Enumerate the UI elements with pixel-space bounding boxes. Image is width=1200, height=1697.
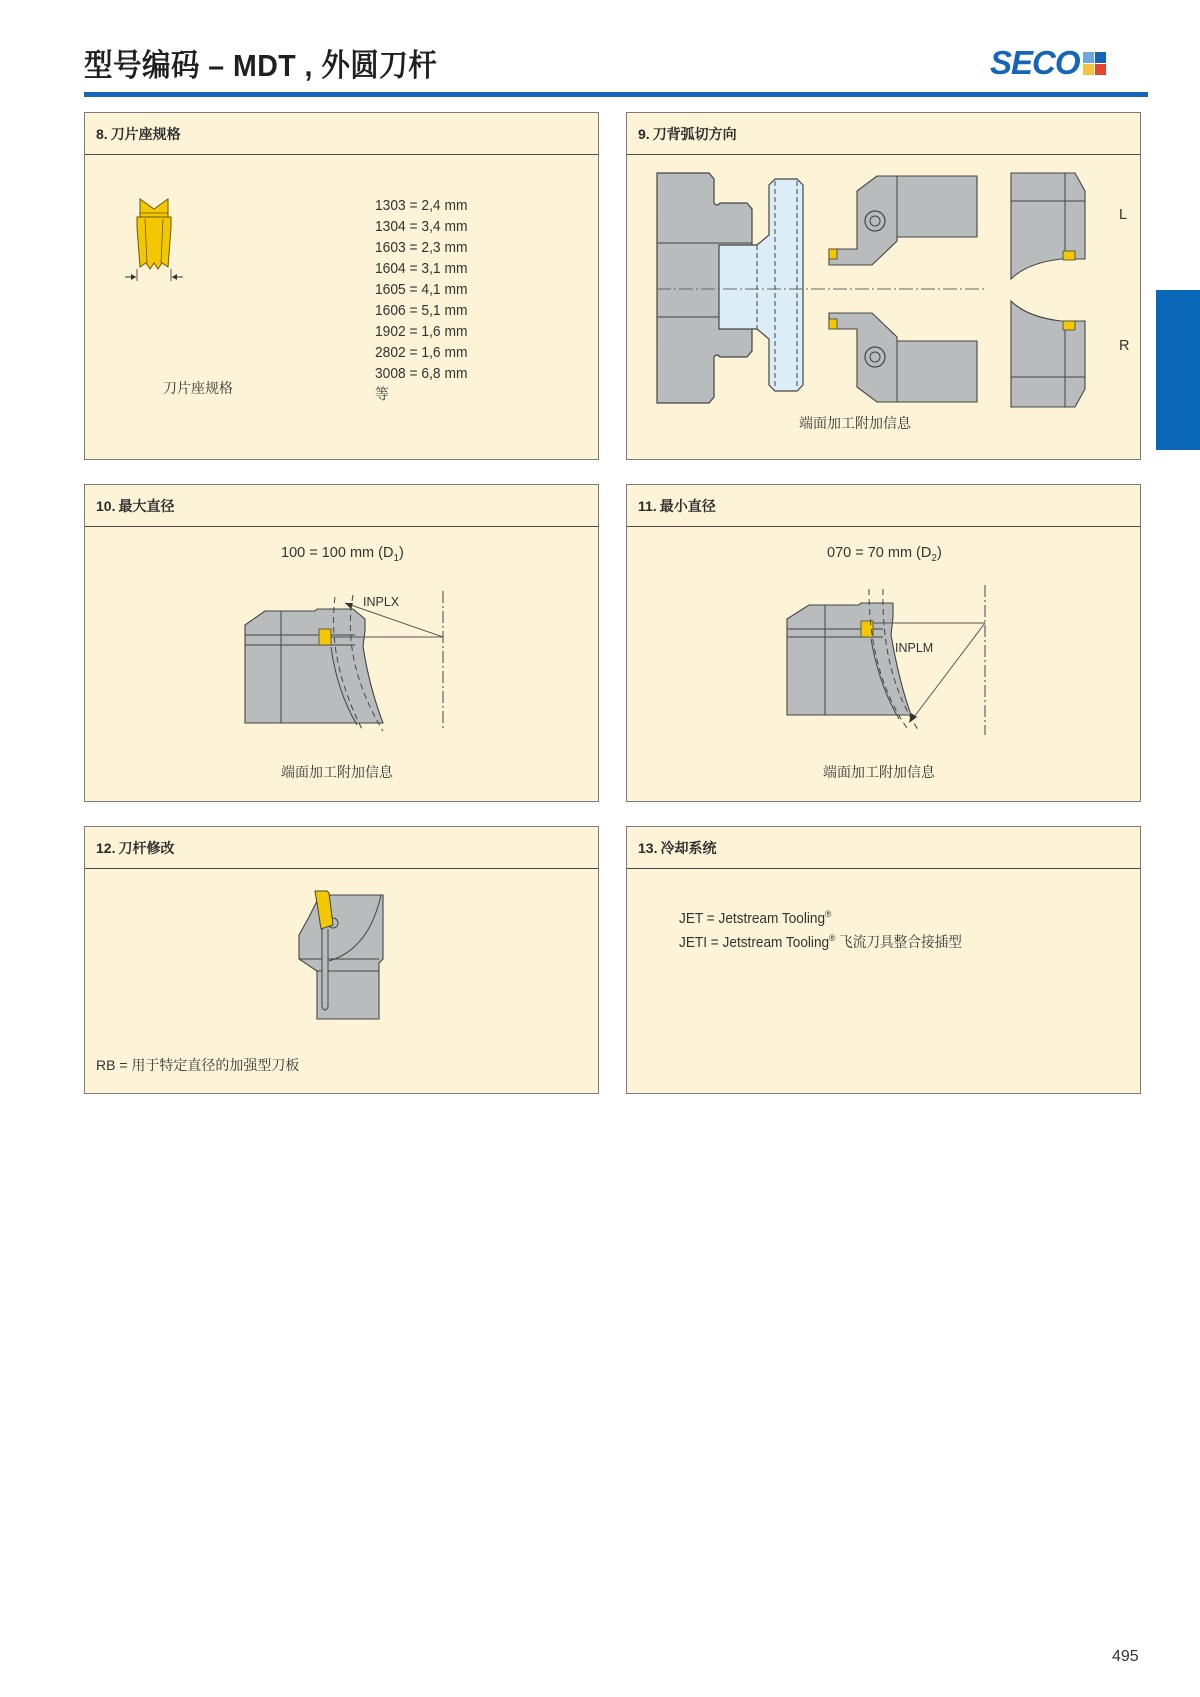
size-item: 3008 = 6,8 mm	[375, 365, 468, 382]
face-grooving-diagram	[657, 171, 1130, 411]
panel-arc-direction	[626, 112, 1141, 460]
panel-header	[627, 113, 1140, 155]
page-title: 型号编码 – MDT , 外圆刀杆	[84, 48, 438, 83]
panel-max-diameter	[84, 484, 599, 802]
max-diameter-diagram	[245, 591, 445, 731]
min-diameter-diagram	[787, 595, 987, 735]
size-item: 1604 = 3,1 mm	[375, 260, 468, 277]
panel-number: 8.	[96, 125, 108, 142]
panel-header	[627, 485, 1140, 527]
label-left-hand: L	[1119, 207, 1128, 223]
page-number: 495	[1112, 1648, 1139, 1665]
size-item: 1606 = 5,1 mm	[375, 302, 468, 319]
size-item: 1902 = 1,6 mm	[375, 323, 468, 340]
label-right-hand: R	[1119, 338, 1130, 354]
face-machining-caption: 端面加工附加信息	[799, 415, 911, 431]
size-item: 2802 = 1,6 mm	[375, 344, 468, 361]
logo-text: SECO	[990, 44, 1080, 81]
min-diameter-value: 070 = 70 mm $(D_2)$	[827, 545, 942, 564]
size-item: 1304 = 3,4 mm	[375, 218, 468, 235]
insert-seat-size-list	[375, 195, 467, 405]
panel-number: 12.	[96, 839, 116, 856]
panel-insert-seat-size	[84, 112, 599, 460]
insert-seat-caption: 刀片座规格	[163, 380, 233, 396]
panel-number: 10.	[96, 497, 116, 514]
size-item: 1605 = 4,1 mm	[375, 281, 468, 298]
panel-header	[85, 827, 598, 869]
panel-min-diameter	[626, 484, 1141, 802]
panel-title: 冷却系统	[660, 839, 717, 856]
face-machining-caption: 端面加工附加信息	[281, 764, 393, 780]
size-item: 等	[375, 386, 389, 403]
inplx-label: INPLX	[363, 595, 400, 609]
max-diameter-value: 100 = 100 mm $(D_1)$	[281, 545, 404, 564]
inplm-label: INPLM	[895, 641, 934, 655]
seco-logo	[990, 44, 1106, 82]
panel-coolant-system	[626, 826, 1141, 1094]
face-machining-caption: 端面加工附加信息	[823, 764, 935, 780]
panel-header	[85, 113, 598, 155]
panel-title: 刀背弧切方向	[652, 125, 737, 142]
coolant-line-jet: JET = Jetstream Tooling®	[679, 909, 832, 927]
logo-mark-icon	[1083, 52, 1106, 75]
rb-note: RB = 用于特定直径的加强型刀板	[96, 1057, 300, 1073]
panel-header	[627, 827, 1140, 869]
section-side-tab	[1156, 290, 1200, 450]
insert-seat-icon	[125, 197, 205, 307]
title-rule	[84, 92, 1148, 97]
size-item: 1303 = 2,4 mm	[375, 197, 468, 214]
panel-header	[85, 485, 598, 527]
panel-number: 13.	[638, 839, 658, 856]
panel-holder-modification	[84, 826, 599, 1094]
panel-title: 刀杆修改	[118, 839, 175, 856]
panel-title: 刀片座规格	[110, 125, 181, 142]
panel-number: 9.	[638, 125, 650, 142]
panel-title: 最小直径	[659, 497, 716, 514]
coolant-line-jeti: JETI = Jetstream Tooling® 飞流刀具整合接插型	[679, 933, 962, 951]
reinforced-blade-diagram	[299, 889, 389, 1019]
panel-title: 最大直径	[118, 497, 175, 514]
size-item: 1603 = 2,3 mm	[375, 239, 468, 256]
panel-number: 11.	[638, 497, 657, 514]
